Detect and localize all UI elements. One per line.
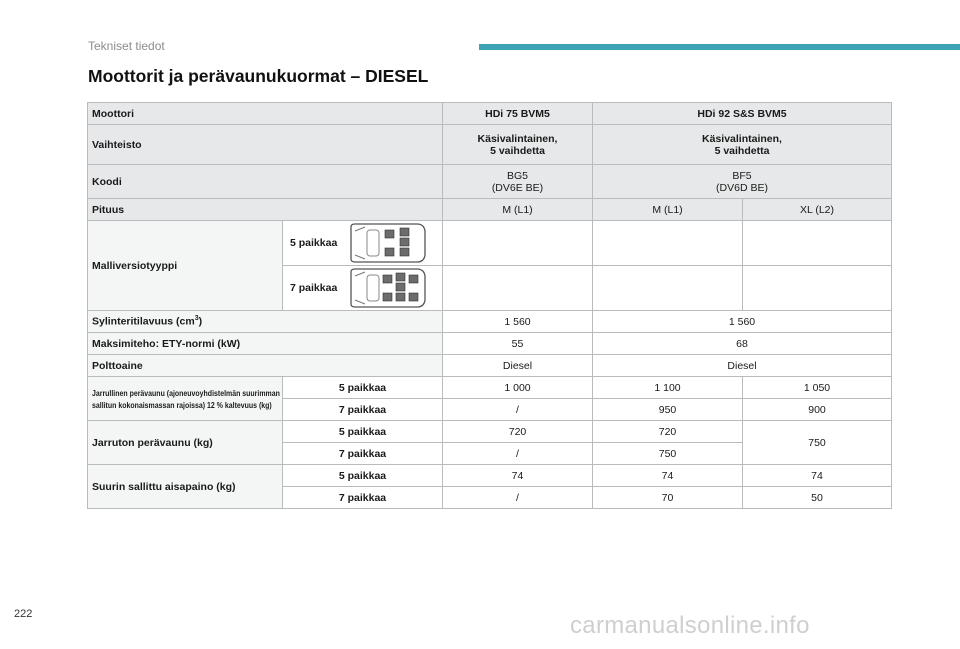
braked-5-v1: 1 000: [443, 377, 593, 399]
watermark: carmanualsonline.info: [570, 612, 810, 639]
row-gearbox: [88, 125, 892, 165]
gearbox-2: [593, 125, 892, 165]
fuel-label: Polttoaine: [88, 355, 443, 377]
engine-1: HDi 75 BVM5: [443, 103, 593, 125]
gearbox-1: [443, 125, 593, 165]
model-7-engine1: [443, 266, 593, 311]
model-7-engine2-xl: [743, 266, 892, 311]
length-label: Pituus: [88, 199, 443, 221]
length-3: XL (L2): [743, 199, 892, 221]
displacement-2: 1 560: [593, 311, 892, 333]
code-1-line2: (DV6E BE): [491, 181, 544, 194]
power-label: Maksimiteho: ETY-normi (kW): [88, 333, 443, 355]
gearbox-1-line2: 5 vaihdetta: [490, 144, 545, 157]
braked-5-v3: 1 050: [743, 377, 892, 399]
row-engine: [88, 103, 892, 125]
van-7-seats-icon: [347, 266, 427, 310]
unbraked-label: Jarruton perävaunu (kg): [88, 421, 283, 465]
braked-5-v2: 1 100: [593, 377, 743, 399]
gearbox-2-line2: 5 vaihdetta: [714, 144, 770, 157]
unbraked-7-v2: 750: [593, 443, 743, 465]
code-1-line1: BG5: [506, 169, 528, 182]
braked-label-line2: sallitun kokonaismassan rajoissa) 12 % kaltevuus (kg): [92, 399, 272, 410]
model-7-engine2-m: [593, 266, 743, 311]
fuel-1: Diesel: [443, 355, 593, 377]
code-label: Koodi: [88, 165, 443, 199]
accent-bar: [479, 44, 960, 50]
power-1: 55: [443, 333, 593, 355]
model-7-cell: [283, 266, 443, 311]
seats-7-label: 7 paikkaa: [290, 282, 338, 294]
length-1: M (L1): [443, 199, 593, 221]
nose-7-v3: 50: [743, 487, 892, 509]
nose-7-v1: /: [443, 487, 593, 509]
braked-7-v2: 950: [593, 399, 743, 421]
displacement-text: Sylinteritilavuus (cm: [92, 315, 195, 328]
displacement-1: 1 560: [443, 311, 593, 333]
section-label: Tekniset tiedot: [88, 39, 165, 53]
unbraked-7-v1: /: [443, 443, 593, 465]
unbraked-5-v1: 720: [443, 421, 593, 443]
nose-5-v3: 74: [743, 465, 892, 487]
unbraked-5-seats: 5 paikkaa: [283, 421, 443, 443]
displacement-label: [88, 311, 443, 333]
unbraked-7-seats: 7 paikkaa: [283, 443, 443, 465]
braked-7-v1: /: [443, 399, 593, 421]
nose-5-v2: 74: [593, 465, 743, 487]
nose-label: Suurin sallittu aisapaino (kg): [88, 465, 283, 509]
code-2-line2: (DV6D BE): [716, 181, 768, 194]
braked-5-seats: 5 paikkaa: [283, 377, 443, 399]
spec-table: [87, 102, 892, 509]
row-unbraked-5: [88, 421, 892, 443]
displacement-sup: 3: [194, 315, 199, 323]
braked-7-seats: 7 paikkaa: [283, 399, 443, 421]
page-number: 222: [14, 608, 33, 620]
row-displacement: [88, 311, 892, 333]
braked-label: [88, 377, 283, 421]
model-5-engine1: [443, 221, 593, 266]
power-2: 68: [593, 333, 892, 355]
fuel-2: Diesel: [593, 355, 892, 377]
row-power: [88, 333, 892, 355]
engine-2: HDi 92 S&S BVM5: [593, 103, 892, 125]
row-code: [88, 165, 892, 199]
braked-label-line1: Jarrullinen perävaunu (ajoneuvoyhdistelmän suurimman: [92, 387, 280, 398]
van-5-seats-icon: [347, 221, 427, 265]
code-2-line1: BF5: [732, 169, 752, 182]
row-length: [88, 199, 892, 221]
page-title: Moottorit ja perävaunukuormat – DIESEL: [88, 66, 429, 86]
nose-5-seats: 5 paikkaa: [283, 465, 443, 487]
nose-5-v1: 74: [443, 465, 593, 487]
model-5-engine2-m: [593, 221, 743, 266]
gearbox-2-line1: Käsivalintainen,: [702, 132, 782, 145]
unbraked-xl: 750: [743, 421, 892, 465]
nose-7-v2: 70: [593, 487, 743, 509]
row-braked-5: [88, 377, 892, 399]
nose-7-seats: 7 paikkaa: [283, 487, 443, 509]
code-2: [593, 165, 892, 199]
model-5-engine2-xl: [743, 221, 892, 266]
unbraked-5-v2: 720: [593, 421, 743, 443]
row-model-5: [88, 221, 892, 266]
row-fuel: [88, 355, 892, 377]
code-1: [443, 165, 593, 199]
engine-label: Moottori: [88, 103, 443, 125]
model-5-cell: [283, 221, 443, 266]
displacement-close: ): [198, 315, 203, 328]
row-nose-5: [88, 465, 892, 487]
length-2: M (L1): [593, 199, 743, 221]
braked-7-v3: 900: [743, 399, 892, 421]
gearbox-label: Vaihteisto: [88, 125, 443, 165]
seats-5-label: 5 paikkaa: [290, 237, 338, 249]
gearbox-1-line1: Käsivalintainen,: [477, 132, 558, 145]
model-label: Malliversiotyyppi: [88, 221, 283, 311]
